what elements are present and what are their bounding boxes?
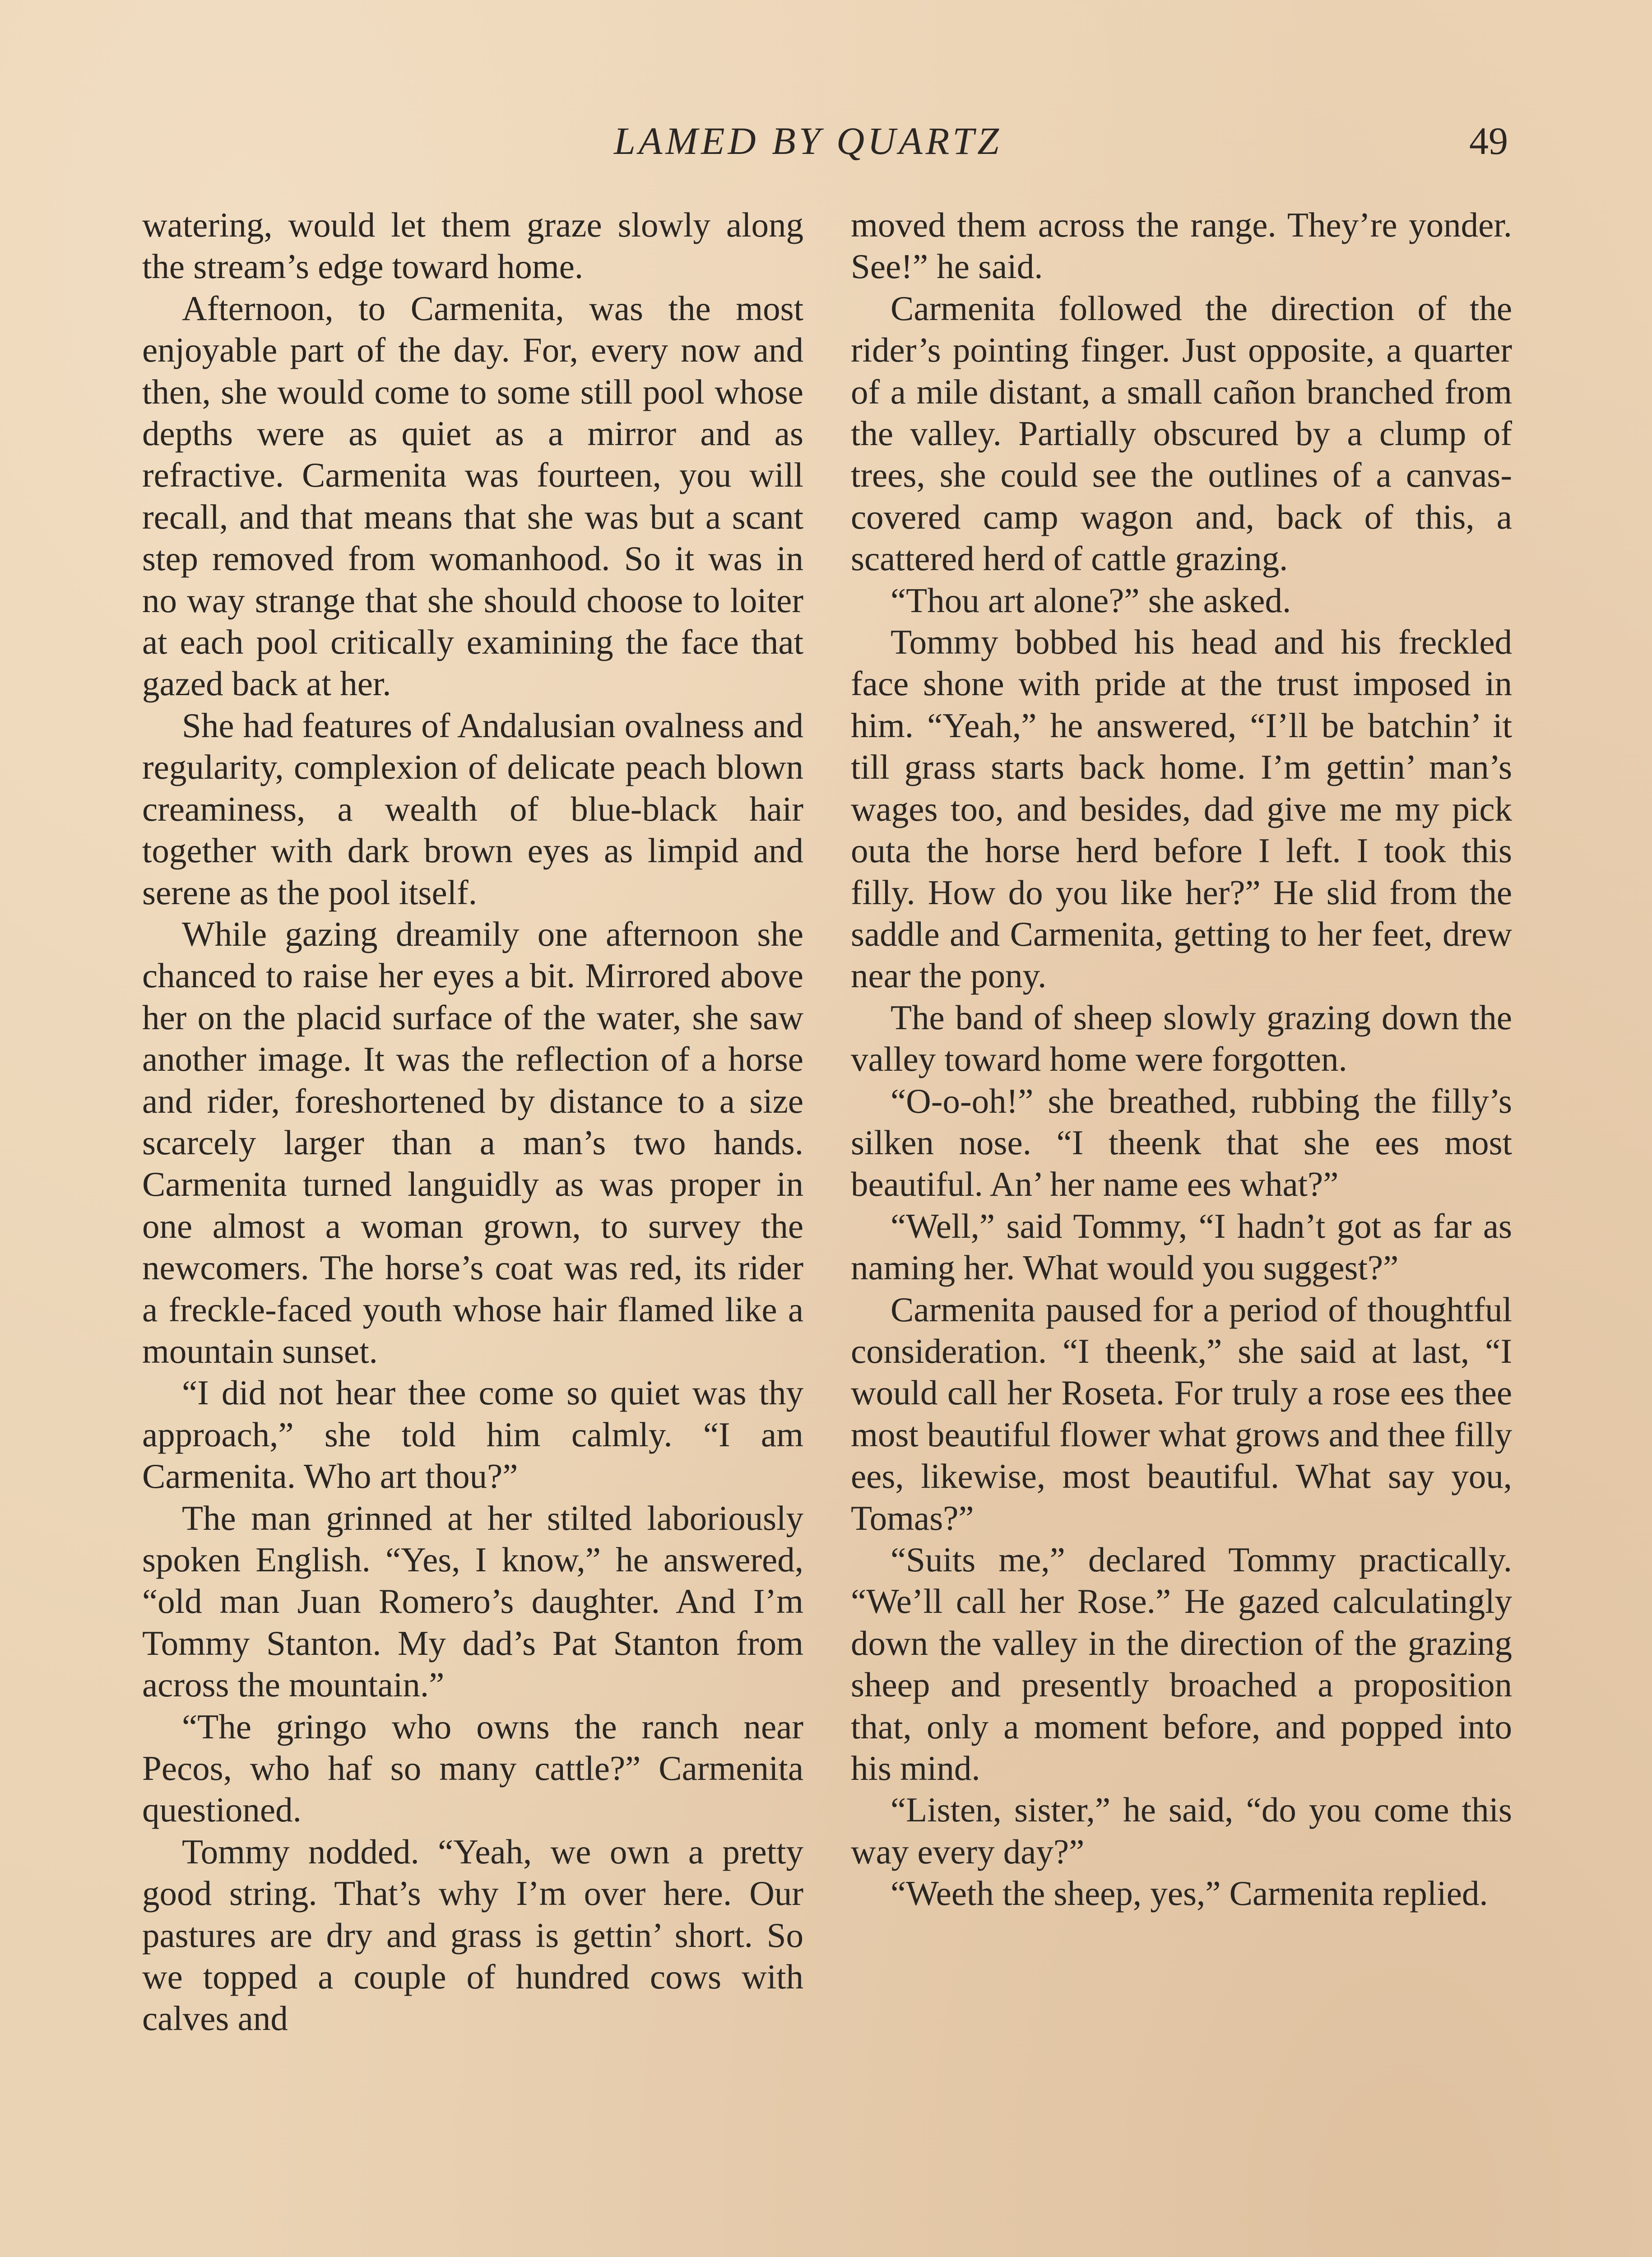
left-column bbox=[142, 204, 803, 2257]
paragraph: “O-o-oh!” she breathed, rubbing the filly’s silken nose. “I theenk that she ees most beautiful. An’ her name ees what?” bbox=[851, 1081, 1512, 1204]
page-number: 49 bbox=[1469, 119, 1508, 163]
paragraph: Carmenita followed the direction of the rider’s pointing finger. Just opposite, a quarter of a mile distant, a small cañon branched from the valley. Partially obscured by a clump of trees, she could see the outlines of a canvas-covered camp wagon and, back of this, a scattered herd of cattle grazing. bbox=[851, 288, 1512, 578]
paragraph: “Weeth the sheep, yes,” Carmenita replied. bbox=[891, 1874, 1488, 1913]
paragraph: Carmenita paused for a period of thoughtful consideration. “I theenk,” she said at last, “I would call her Roseta. For truly a rose ees thee most beautiful flower what grows and thee filly ees, likewise, most beautiful. What say you, Tomas?” bbox=[851, 1290, 1512, 1537]
paragraph: Tommy nodded. “Yeah, we own a pretty good string. That’s why I’m over here. Our pastures are dry and grass is gettin’ short. So we topped a couple of hundred cows with calves and bbox=[142, 1832, 803, 2038]
paragraph: “Suits me,” declared Tommy practically. “We’ll call her Rose.” He gazed calculatingly down the valley in the direction of the grazing sheep and presently broached a proposition that, only a moment before, and popped into his mind. bbox=[851, 1540, 1512, 1788]
paragraph: Afternoon, to Carmenita, was the most enjoyable part of the day. For, every now and then, she would come to some still pool whose depths were as quiet as a mirror and as refractive. Carmenita was fourteen, you will recall, and that means that she was but a scant step removed from womanhood. So it was in no way strange that she should choose to loiter at each pool critically examining the face that gazed back at her. bbox=[142, 288, 803, 703]
running-header-title: LAMED BY QUARTZ bbox=[614, 119, 1002, 163]
paragraph: “Thou art alone?” she asked. bbox=[891, 581, 1291, 620]
paragraph: While gazing dreamily one afternoon she chanced to raise her eyes a bit. Mirrored above her on the placid surface of the water, she saw another image. It was the reflection of a horse and rider, foreshortened by distance to a size scarcely larger than a man’s two hands. Carmenita turned languidly as was proper in one almost a woman grown, to survey the newcomers. The horse’s coat was red, its rider a freckle-faced youth whose hair flamed like a mountain sunset. bbox=[142, 914, 803, 1370]
paragraph: The man grinned at her stilted laboriously spoken English. “Yes, I know,” he answered, “old man Juan Romero’s daughter. And I’m Tommy Stanton. My dad’s Pat Stanton from across the mountain.” bbox=[142, 1498, 803, 1704]
paragraph: The band of sheep slowly grazing down the valley toward home were forgotten. bbox=[851, 998, 1512, 1079]
paragraph: Tommy bobbed his head and his freckled face shone with pride at the trust imposed in him. “Yeah,” he answered, “I’ll be batchin’ it till grass starts back home. I’m gettin’ man’s wages too, and besides, dad give me my pick outa the horse herd before I left. I took this filly. How do you like her?” He slid from the saddle and Carmenita, getting to her feet, drew near the pony. bbox=[851, 622, 1512, 995]
paragraph: “Well,” said Tommy, “I hadn’t got as far as naming her. What would you suggest?” bbox=[851, 1206, 1512, 1287]
paragraph: watering, would let them graze slowly along the stream’s edge toward home. bbox=[142, 205, 803, 286]
paragraph: “The gringo who owns the ranch near Pecos, who haf so many cattle?” Carmenita questioned. bbox=[142, 1707, 803, 1830]
right-column bbox=[851, 204, 1512, 2257]
paragraph: “Listen, sister,” he said, “do you come this way every day?” bbox=[851, 1790, 1512, 1871]
paragraph: She had features of Andalusian ovalness and regularity, complexion of delicate peach blown creaminess, a wealth of blue-black hair together with dark brown eyes as limpid and serene as the pool itself. bbox=[142, 706, 803, 912]
paragraph: “I did not hear thee come so quiet was thy approach,” she told him calmly. “I am Carmenita. Who art thou?” bbox=[142, 1373, 803, 1496]
paragraph: moved them across the range. They’re yonder. See!” he said. bbox=[851, 205, 1512, 286]
